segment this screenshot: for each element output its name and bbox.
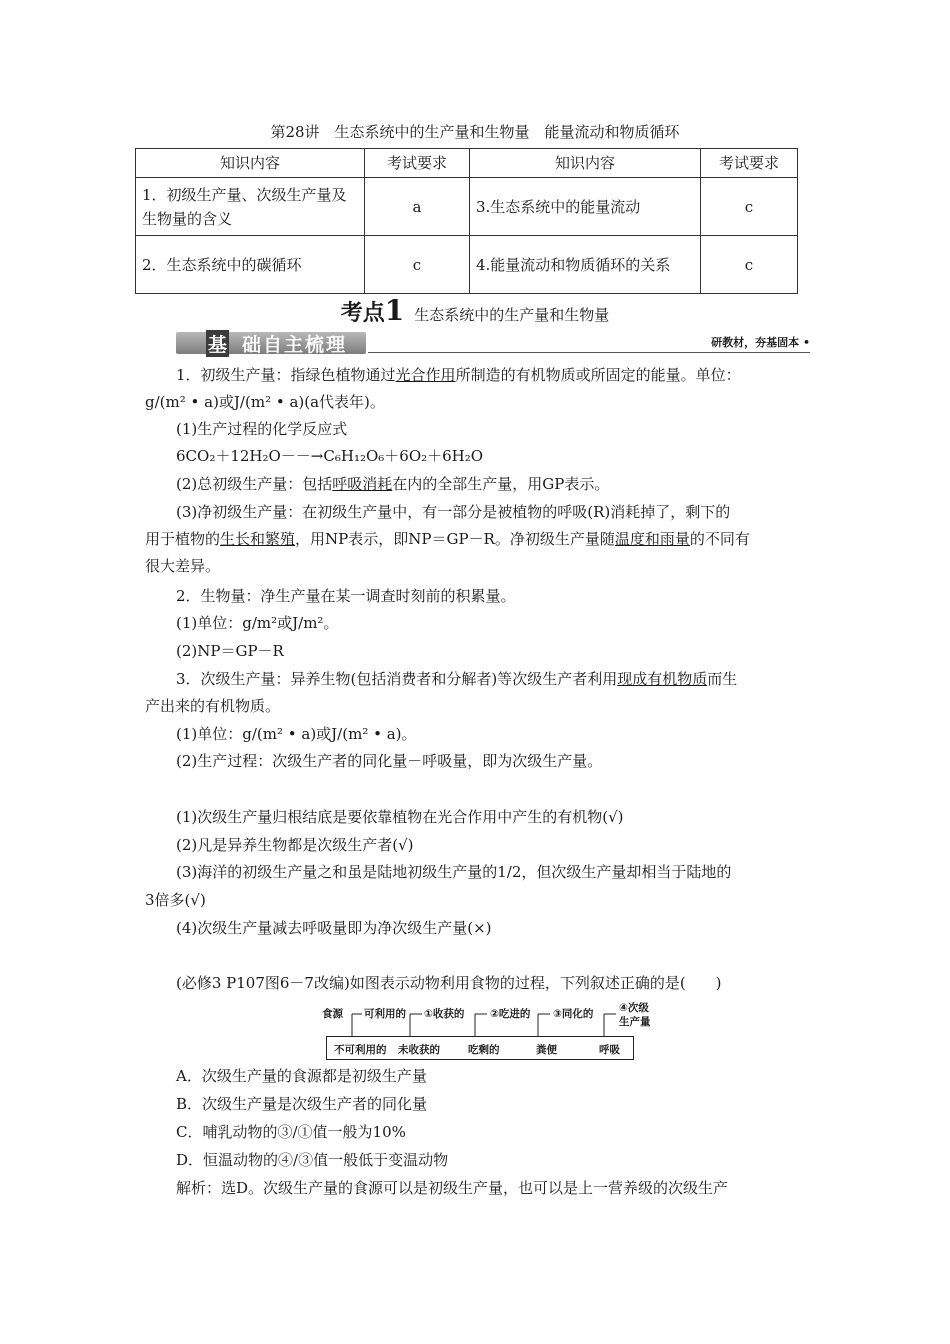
diagram-label: 食源	[322, 1008, 343, 1020]
judgement-item: (4)次级生产量减去呼吸量即为净次级生产量(×)	[176, 919, 492, 937]
answer-analysis: 解析：选D。次级生产量的食源可以是初级生产量，也可以是上一营养级的次级生产	[176, 1179, 729, 1197]
judgement-item: (2)凡是异养生物都是次级生产者(√)	[176, 836, 414, 854]
option-c: C．哺乳动物的③/①值一般为10%	[176, 1123, 406, 1141]
text-line: (2)总初级生产量：包括呼吸消耗在内的全部生产量，用GP表示。	[176, 475, 610, 493]
kaodian-number: 1	[384, 294, 405, 327]
table-cell: c	[365, 236, 470, 294]
table-cell: a	[365, 178, 470, 236]
table-row	[136, 178, 798, 236]
diagram-label: 不可利用的	[334, 1044, 387, 1056]
table-row	[136, 236, 798, 294]
judgement-item: (1)次级生产量归根结底是要依靠植物在光合作用中产生的有机物(√)	[176, 808, 624, 826]
table-cell: 3.生态系统中的能量流动	[470, 178, 701, 236]
reaction-equation: 6CO₂＋12H₂O－－→C₆H₁₂O₆＋6O₂＋6H₂O	[176, 447, 484, 465]
text-line: 很大差异。	[145, 557, 221, 575]
diagram-label: ③同化的	[553, 1008, 594, 1020]
question-stem: (必修3 P107图6－7改编)如图表示动物利用食物的过程，下列叙述正确的是( )	[176, 974, 722, 992]
text-line: (1)单位：g/m²或J/m²。	[176, 614, 339, 632]
kaodian-label: 考点	[340, 301, 385, 326]
text-line: (2)生产过程：次级生产者的同化量－呼吸量，即为次级生产量。	[176, 752, 603, 770]
judgement-item: 3倍多(√)	[145, 891, 206, 909]
text-line: (2)NP＝GP－R	[176, 642, 284, 660]
knowledge-table	[135, 148, 798, 294]
text-line: g/(m² • a)或J/(m² • a)(a代表年)。	[145, 393, 385, 411]
diagram-label: ①收获的	[424, 1008, 465, 1020]
banner-tagline: 研教材，夯基固本 •	[711, 336, 810, 349]
text-line: 用于植物的生长和繁殖，用NP表示，即NP＝GP－R。净初级生产量随温度和雨量的不同有	[145, 530, 750, 548]
option-a: A．次级生产量的食源都是初级生产量	[176, 1067, 427, 1085]
section-heading	[0, 294, 950, 327]
diagram-label: 未收获的	[398, 1044, 440, 1056]
table-header: 考试要求	[365, 149, 470, 178]
banner-label-2: 础自主梳理	[242, 334, 348, 356]
text-line: 1．初级生产量：指绿色植物通过光合作用所制造的有机物质或所固定的能量。单位：	[176, 366, 741, 384]
food-utilization-diagram	[322, 1002, 651, 1062]
table-header-row	[136, 149, 798, 178]
judgement-item: (3)海洋的初级生产量之和虽是陆地初级生产量的1/2，但次级生产量却相当于陆地的	[176, 863, 732, 881]
diagram-label: ②吃进的	[490, 1008, 531, 1020]
banner-label-1: 基	[206, 330, 229, 357]
table-header: 知识内容	[136, 149, 365, 178]
banner-rule	[368, 352, 810, 353]
text-line: 2．生物量：净生产量在某一调查时刻前的积累量。	[176, 587, 516, 605]
table-cell: 4.能量流动和物质循环的关系	[470, 236, 701, 294]
diagram-label: ④次级	[619, 1002, 649, 1014]
diagram-label: 呼吸	[599, 1044, 620, 1056]
text-line: (1)生产过程的化学反应式	[176, 420, 348, 438]
page-title: 第28讲 生态系统中的生产量和生物量 能量流动和物质循环	[270, 123, 680, 141]
option-b: B．次级生产量是次级生产者的同化量	[176, 1095, 428, 1113]
table-header: 知识内容	[470, 149, 701, 178]
kaodian-subtitle: 生态系统中的生产量和生物量	[414, 306, 610, 324]
option-d: D．恒温动物的④/③值一般低于变温动物	[176, 1151, 449, 1169]
text-line: 3．次级生产量：异养生物(包括消费者和分解者)等次级生产者利用现成有机物质而生	[176, 670, 738, 688]
text-line: (1)单位：g/(m² • a)或J/(m² • a)。	[176, 725, 417, 743]
text-line: 产出来的有机物质。	[145, 697, 281, 715]
text-line: (3)净初级生产量：在初级生产量中，有一部分是被植物的呼吸(R)消耗掉了，剩下的	[176, 503, 731, 521]
section-banner	[176, 330, 810, 354]
table-cell: 2．生态系统中的碳循环	[136, 236, 365, 294]
table-header: 考试要求	[701, 149, 798, 178]
table-cell: c	[701, 236, 798, 294]
diagram-label: 可利用的	[364, 1008, 406, 1020]
table-cell: c	[701, 178, 798, 236]
table-cell: 1．初级生产量、次级生产量及生物量的含义	[136, 178, 365, 236]
diagram-label: 吃剩的	[468, 1044, 500, 1056]
diagram-label: 粪便	[536, 1044, 557, 1056]
diagram-label: 生产量	[619, 1016, 651, 1028]
